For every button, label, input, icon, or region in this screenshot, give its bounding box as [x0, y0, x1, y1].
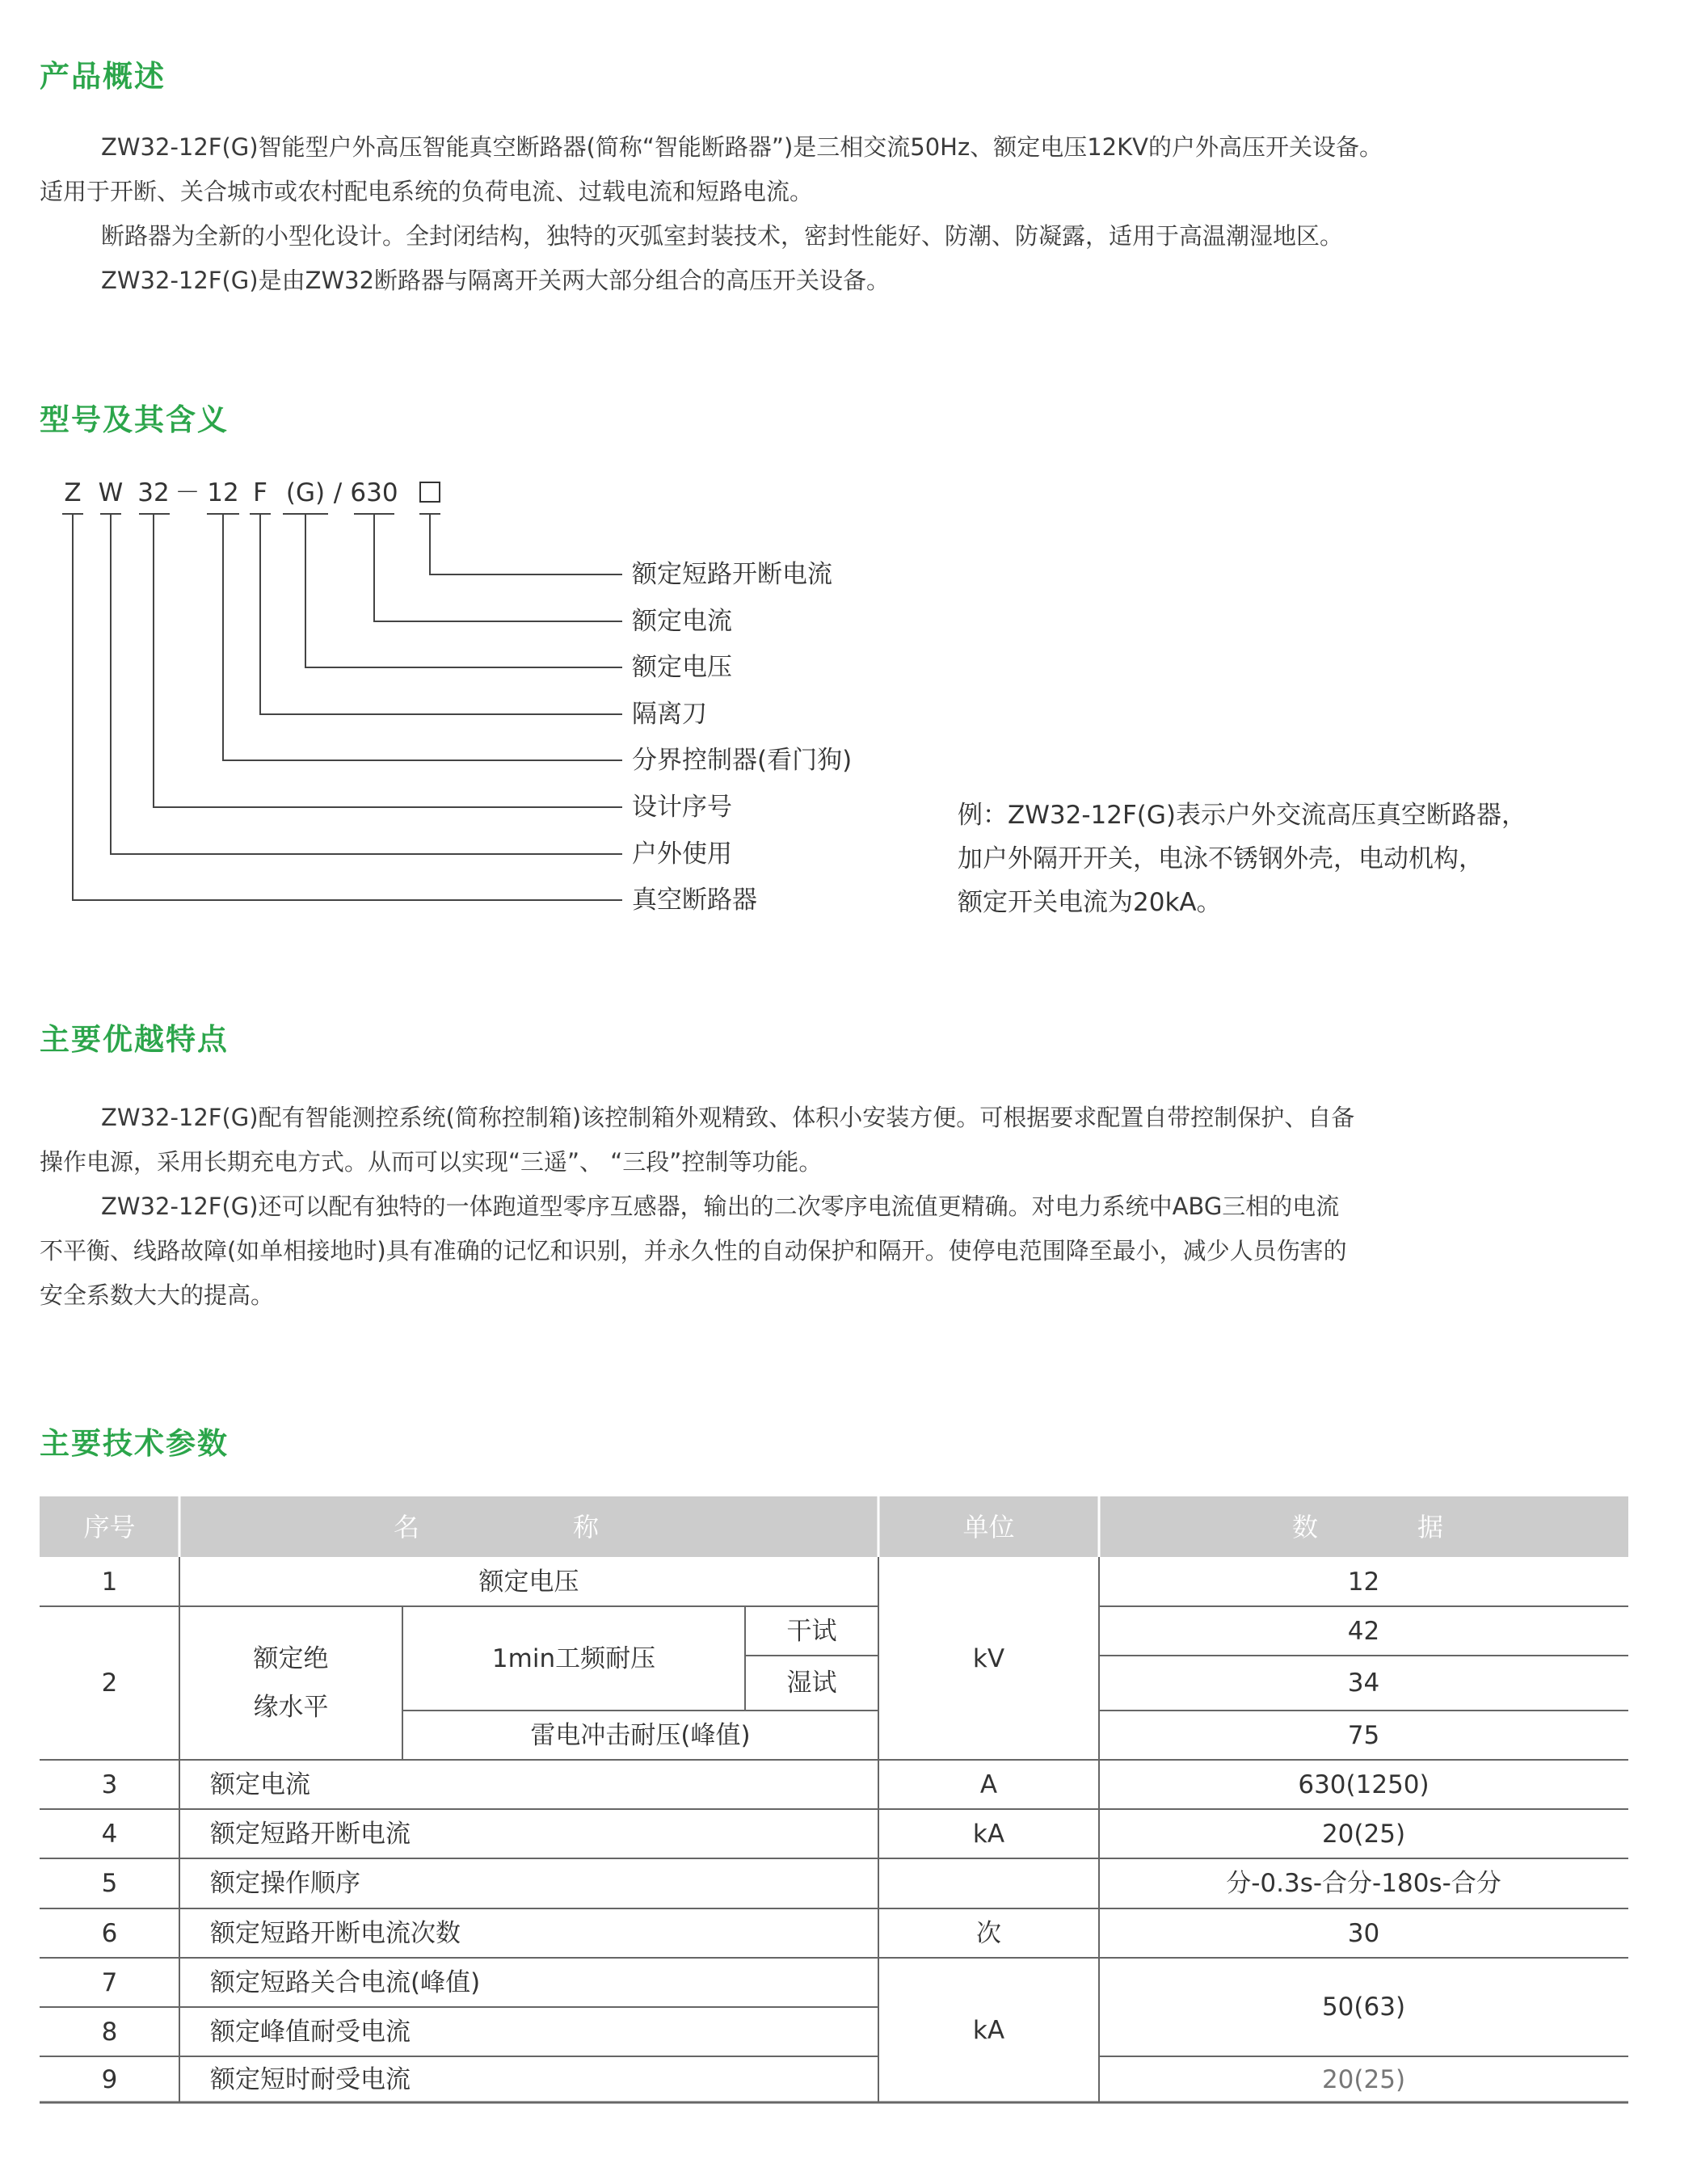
- row-value: 30: [1347, 1918, 1380, 1948]
- model-label: 户外使用: [632, 840, 732, 869]
- code-series: 32: [137, 478, 170, 507]
- model-label: 额定短路开断电流: [632, 560, 832, 589]
- power-freq-label: 1min工频耐压: [491, 1643, 656, 1673]
- row-value: 20(25): [1321, 1819, 1406, 1849]
- row-no: 4: [101, 1819, 118, 1849]
- code-z: Z: [64, 478, 82, 507]
- row-name: 额定操作顺序: [210, 1869, 360, 1898]
- model-label: 额定电流: [632, 607, 732, 636]
- code-slash: /: [333, 478, 343, 507]
- row-value: 12: [1347, 1567, 1380, 1597]
- features-line: ZW32-12F(G)配有智能测控系统(简称控制箱)该控制箱外观精致、体积小安装方便。可根据要求配置自带控制保护、自备: [101, 1104, 1355, 1131]
- header-name-2: 称: [572, 1511, 599, 1542]
- header-no: 序号: [83, 1511, 136, 1542]
- row-no: 5: [101, 1869, 118, 1898]
- row-value: 分-0.3s-合分-180s-合分: [1226, 1869, 1501, 1898]
- row-name: 额定峰值耐受电流: [210, 2017, 411, 2047]
- row-value: 50(63): [1321, 1993, 1406, 2022]
- row-value: 42: [1347, 1616, 1380, 1646]
- overview-line: 适用于开断、关合城市或农村配电系统的负荷电流、过载电流和短路电流。: [40, 178, 814, 205]
- row-name: 额定短路开断电流次数: [210, 1918, 461, 1948]
- model-heading: 型号及其含义: [40, 402, 229, 437]
- wet-test-label: 湿试: [786, 1669, 837, 1698]
- unit-kv: kV: [972, 1643, 1005, 1673]
- overview-line: ZW32-12F(G)智能型户外高压智能真空断路器(简称“智能断路器”)是三相交流50Hz、额定电压12KV的户外高压开关设备。: [101, 133, 1383, 161]
- overview-line: ZW32-12F(G)是由ZW32断路器与隔离开关两大部分组合的高压开关设备。: [101, 267, 891, 294]
- example-line: 额定开关电流为20kA。: [958, 888, 1222, 917]
- row-name: 额定电流: [210, 1770, 310, 1799]
- row-no: 8: [101, 2017, 118, 2047]
- row-name: 额定短路开断电流: [210, 1819, 411, 1849]
- row-no: 2: [101, 1669, 118, 1698]
- code-voltage: 12: [207, 478, 239, 507]
- header-data-1: 数: [1291, 1511, 1318, 1542]
- model-label: 设计序号: [632, 793, 732, 822]
- row-no: 6: [101, 1918, 118, 1948]
- lightning-label: 雷电冲击耐压(峰值): [530, 1720, 751, 1750]
- row-unit: A: [979, 1770, 998, 1799]
- row-value: 34: [1347, 1669, 1380, 1698]
- code-w: W: [98, 478, 124, 507]
- model-label: 分界控制器(看门狗): [632, 746, 853, 775]
- features-heading: 主要优越特点: [40, 1022, 229, 1057]
- row-value: 630(1250): [1298, 1770, 1430, 1799]
- row-value: 75: [1347, 1720, 1380, 1750]
- overview-heading: 产品概述: [40, 59, 166, 94]
- row-unit: 次: [976, 1918, 1001, 1948]
- unit-ka: kA: [972, 2015, 1005, 2045]
- row-value: 20(25): [1321, 2064, 1406, 2094]
- params-heading: 主要技术参数: [40, 1426, 229, 1461]
- row-name: 额定短时耐受电流: [210, 2064, 411, 2094]
- model-label: 隔离刀: [632, 700, 707, 729]
- row-no: 9: [101, 2064, 118, 2094]
- header-unit: 单位: [962, 1511, 1015, 1542]
- model-label: 真空断路器: [632, 886, 757, 915]
- header-data-2: 据: [1417, 1511, 1443, 1542]
- header-name-1: 名: [393, 1511, 419, 1542]
- example-line: 例：ZW32-12F(G)表示户外交流高压真空断路器，: [958, 801, 1527, 830]
- code-dash: －: [175, 478, 200, 507]
- row-unit: kA: [972, 1819, 1005, 1849]
- features-line: ZW32-12F(G)还可以配有独特的一体跑道型零序互感器，输出的二次零序电流值更精确。对电力系统中ABG三相的电流: [101, 1193, 1340, 1220]
- code-f: F: [253, 478, 267, 507]
- row-no: 3: [101, 1770, 118, 1799]
- features-line: 安全系数大大的提高。: [40, 1281, 275, 1309]
- overview-line: 断路器为全新的小型化设计。全封闭结构，独特的灭弧室封装技术，密封性能好、防潮、防凝露，适用于高温潮湿地区。: [101, 222, 1344, 250]
- features-line: 不平衡、线路故障(如单相接地时)具有准确的记忆和识别，并永久性的自动保护和隔开。使停电范围降至最小，减少人员伤害的: [40, 1237, 1347, 1265]
- row-no: 1: [101, 1567, 118, 1597]
- features-line: 操作电源，采用长期充电方式。从而可以实现“三遥”、 “三段”控制等功能。: [40, 1148, 823, 1176]
- insulation-level-label: [179, 1606, 402, 1760]
- example-line: 加户外隔开开关，电泳不锈钢外壳，电动机构，: [958, 844, 1484, 873]
- row-name: 额定短路关合电流(峰值): [210, 1967, 481, 1997]
- insulation-label-line: 额定绝: [253, 1644, 329, 1673]
- code-current: 630: [350, 478, 398, 507]
- dry-test-label: 干试: [786, 1616, 837, 1646]
- insulation-label-line: 缘水平: [253, 1693, 329, 1722]
- model-label: 额定电压: [632, 653, 732, 682]
- row-name: 额定电压: [478, 1567, 579, 1597]
- code-g: (G): [285, 478, 326, 507]
- row-no: 7: [101, 1967, 118, 1997]
